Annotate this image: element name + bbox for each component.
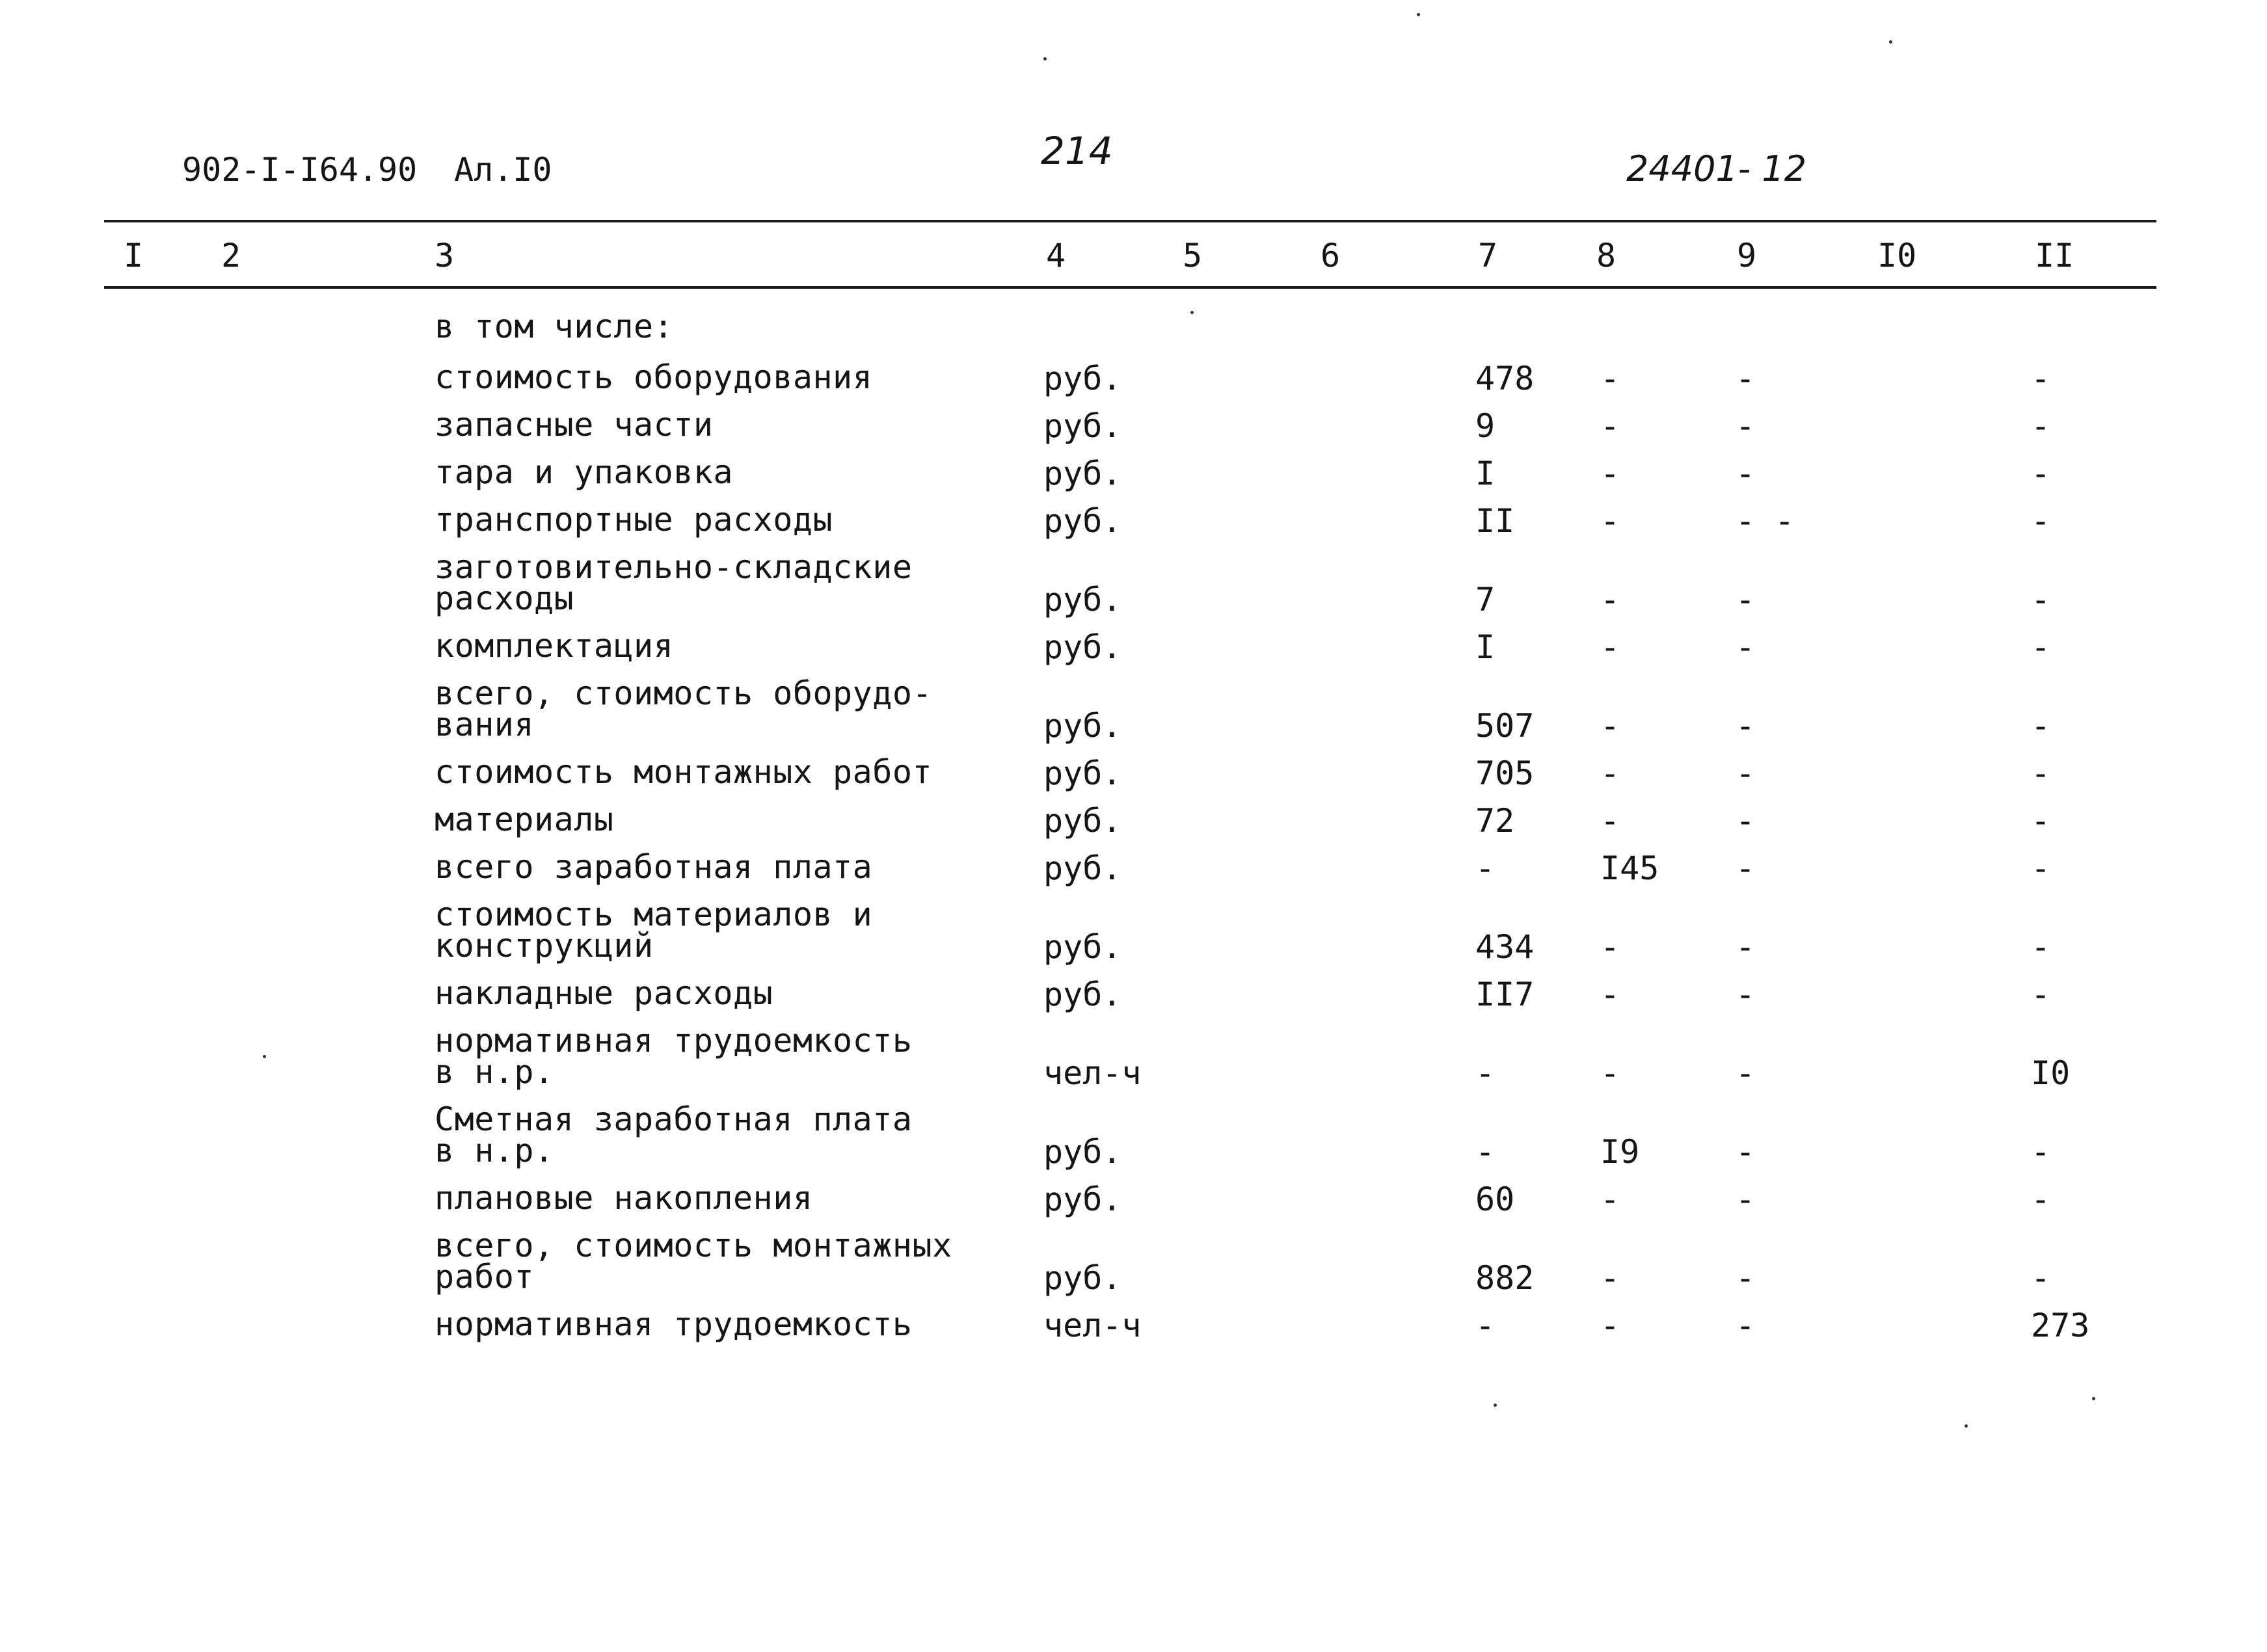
column-number: 4 — [1046, 237, 1066, 274]
column-number: 8 — [1596, 237, 1616, 274]
row-col9-value: - — [1736, 928, 1756, 966]
row-col7-value: 9 — [1475, 407, 1496, 445]
row-unit: руб. — [1043, 754, 1122, 792]
row-col11-value: - — [2031, 802, 2051, 840]
row-col8-value: - — [1600, 754, 1620, 792]
row-unit: руб. — [1043, 1259, 1122, 1297]
row-description: стоимость материалов и — [435, 896, 873, 933]
row-unit: руб. — [1043, 802, 1122, 840]
row-col11-value: - — [2031, 407, 2051, 445]
table-top-rule — [104, 220, 2156, 222]
row-description: всего, стоимость монтажных — [435, 1227, 952, 1264]
row-col8-value: - — [1600, 407, 1620, 445]
row-col11-value: I0 — [2031, 1054, 2071, 1092]
row-col11-value: - — [2031, 455, 2051, 492]
row-description: накладные расходы — [435, 974, 773, 1012]
row-col8-value: I45 — [1600, 849, 1659, 887]
row-col7-value: 72 — [1475, 802, 1515, 840]
row-unit: чел-ч — [1043, 1054, 1142, 1092]
row-unit: руб. — [1043, 581, 1122, 619]
row-col7-value: 434 — [1475, 928, 1535, 966]
row-col8-value: - — [1600, 1054, 1620, 1092]
row-description: в н.р. — [435, 1132, 554, 1169]
document-number: 24401- 12 — [1626, 148, 1807, 189]
row-col9-value: - — [1736, 976, 1756, 1013]
scan-speck — [1190, 311, 1194, 314]
row-col9-value: - — [1736, 581, 1756, 619]
scan-speck — [1889, 40, 1892, 44]
row-unit: руб. — [1043, 628, 1122, 666]
row-description: вания — [435, 706, 535, 743]
row-description: тара и упаковка — [435, 453, 734, 491]
row-col8-value: - — [1600, 802, 1620, 840]
row-col7-value: - — [1475, 1054, 1496, 1092]
page-mark: 214 — [1041, 129, 1113, 173]
row-col7-value: - — [1475, 849, 1496, 887]
row-col7-value: I — [1475, 628, 1496, 666]
scan-speck — [263, 1055, 266, 1058]
row-col11-value: 273 — [2031, 1307, 2090, 1344]
row-col7-value: 478 — [1475, 360, 1535, 397]
row-col9-value: - — [1736, 455, 1756, 492]
row-description: расходы — [435, 580, 574, 617]
sheet-label: Ал.I0 — [454, 151, 552, 189]
row-col9-value: - — [1736, 707, 1756, 745]
row-description: всего заработная плата — [435, 848, 873, 886]
column-number: I0 — [1877, 237, 1917, 274]
row-col8-value: - — [1600, 581, 1620, 619]
row-col8-value: - — [1600, 628, 1620, 666]
row-col8-value: - — [1600, 976, 1620, 1013]
row-col8-value: I9 — [1600, 1133, 1640, 1171]
row-col7-value: 705 — [1475, 754, 1535, 792]
column-number: I — [124, 237, 144, 274]
row-col11-value: - — [2031, 707, 2051, 745]
row-col9-value: - — [1736, 1054, 1756, 1092]
row-col7-value: 60 — [1475, 1180, 1515, 1218]
row-col11-value: - — [2031, 628, 2051, 666]
row-unit: руб. — [1043, 502, 1122, 540]
row-col11-value: - — [2031, 360, 2051, 397]
row-description: заготовительно-складские — [435, 548, 913, 586]
row-col9-value: - — [1736, 628, 1756, 666]
row-description: плановые накопления — [435, 1179, 813, 1217]
header-bottom-rule — [104, 286, 2156, 289]
row-col9-value: - — [1736, 849, 1756, 887]
row-unit: руб. — [1043, 849, 1122, 887]
row-col8-value: - — [1600, 1259, 1620, 1297]
row-description: запасные части — [435, 406, 714, 444]
row-col7-value: I — [1475, 455, 1496, 492]
row-col11-value: - — [2031, 928, 2051, 966]
row-col8-value: - — [1600, 455, 1620, 492]
row-col11-value: - — [2031, 1180, 2051, 1218]
row-col9-value: - — [1736, 360, 1756, 397]
scan-speck — [1043, 57, 1047, 60]
row-col8-value: - — [1600, 1180, 1620, 1218]
column-number: 5 — [1183, 237, 1203, 274]
row-col8-value: - — [1600, 1307, 1620, 1344]
row-unit: чел-ч — [1043, 1307, 1142, 1344]
scan-speck — [1965, 1424, 1968, 1428]
row-col8-value: - — [1600, 707, 1620, 745]
row-col11-value: - — [2031, 976, 2051, 1013]
row-col9-value: - — [1736, 1180, 1756, 1218]
row-unit: руб. — [1043, 360, 1122, 397]
row-col9-value: - — [1736, 1133, 1756, 1171]
row-col11-value: - — [2031, 1133, 2051, 1171]
row-col8-value: - — [1600, 928, 1620, 966]
row-description: стоимость монтажных работ — [435, 753, 933, 791]
row-description: всего, стоимость оборудо- — [435, 674, 933, 712]
row-col7-value: - — [1475, 1133, 1496, 1171]
row-col11-value: - — [2031, 849, 2051, 887]
row-description: нормативная трудоемкость — [435, 1022, 913, 1059]
column-number: 6 — [1321, 237, 1341, 274]
row-unit: руб. — [1043, 1133, 1122, 1171]
row-col9-value: - — [1736, 407, 1756, 445]
row-col7-value: II — [1475, 502, 1515, 540]
row-unit: руб. — [1043, 976, 1122, 1013]
row-description: стоимость оборудования — [435, 358, 873, 396]
row-description: Сметная заработная плата — [435, 1100, 913, 1138]
column-number: 3 — [435, 237, 455, 274]
scan-speck — [1494, 1404, 1497, 1407]
row-description: комплектация — [435, 627, 674, 665]
row-unit: руб. — [1043, 707, 1122, 745]
row-description: транспортные расходы — [435, 501, 833, 539]
section-label: в том числе: — [435, 308, 674, 345]
document-code: 902-I-I64.90 — [182, 151, 418, 189]
scan-speck — [2092, 1397, 2095, 1400]
row-col7-value: - — [1475, 1307, 1496, 1344]
row-col11-value: - — [2031, 502, 2051, 540]
row-col9-value: - — [1736, 1259, 1756, 1297]
column-number: II — [2035, 237, 2074, 274]
row-col9-value: - — [1736, 1307, 1756, 1344]
row-col11-value: - — [2031, 581, 2051, 619]
row-col7-value: 7 — [1475, 581, 1496, 619]
row-col9-value: - — [1736, 754, 1756, 792]
row-unit: руб. — [1043, 455, 1122, 492]
row-description: конструкций — [435, 927, 654, 965]
row-col7-value: 507 — [1475, 707, 1535, 745]
row-col9-value: - - — [1736, 502, 1795, 540]
row-col8-value: - — [1600, 360, 1620, 397]
row-unit: руб. — [1043, 1180, 1122, 1218]
column-number: 7 — [1478, 237, 1498, 274]
row-description: работ — [435, 1258, 535, 1296]
row-col9-value: - — [1736, 802, 1756, 840]
row-description: материалы — [435, 801, 614, 838]
scan-speck — [1417, 13, 1420, 16]
row-col11-value: - — [2031, 754, 2051, 792]
row-col7-value: 882 — [1475, 1259, 1535, 1297]
row-unit: руб. — [1043, 407, 1122, 445]
column-number: 9 — [1737, 237, 1757, 274]
row-col8-value: - — [1600, 502, 1620, 540]
row-description: в н.р. — [435, 1053, 554, 1091]
row-description: нормативная трудоемкость — [435, 1305, 913, 1343]
row-unit: руб. — [1043, 928, 1122, 966]
row-col7-value: II7 — [1475, 976, 1535, 1013]
column-number: 2 — [221, 237, 241, 274]
row-col11-value: - — [2031, 1259, 2051, 1297]
